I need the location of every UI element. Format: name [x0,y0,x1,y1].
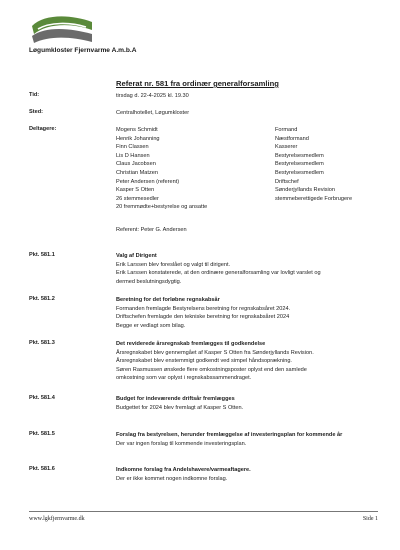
item-line: Der var ingen forslag til kommende investeringsplan. [116,440,247,447]
deltagere-label: Deltagere: [29,126,57,132]
footer-url[interactable]: www.lgkfjernvarme.dk [29,516,85,522]
company-logo [30,12,94,44]
sted-label: Sted: [29,109,43,115]
participant-name: Claus Jacobsen [116,161,156,168]
document-title: Referat nr. 581 fra ordinær generalforsamling [116,79,279,88]
participant-name: Peter Andersen (referent) [116,178,180,185]
participant-name: 20 fremmødte+bestyrelse og ansatte [116,204,208,211]
item-heading: Forslag fra bestyrelsen, herunder fremlæggelse af investeringsplan for kommende år [116,432,343,438]
participant-name: Henrik Johanning [116,135,160,142]
sted-value: Centralhotellet, Løgumkloster [116,110,190,116]
participant-name: Mogens Schmidt [116,127,158,133]
participant-role: Næstformand [275,135,309,142]
tid-value: tirsdag d. 22-4-2025 kl. 19.30 [116,93,189,99]
item-line: dermed beslutningsdygtig. [116,278,182,285]
participant-role: Kasserer [275,144,298,151]
item-line: Budgettet for 2024 blev fremlagt af Kasper S Otten. [116,404,244,411]
item-line: omkostning som var oplyst i regnskabssammendraget. [116,375,252,382]
participant-role: stemmeberettigede Forbrugere [275,195,353,202]
participant-role: Bestyrelsesmedlem [275,152,324,159]
participant-role: Sønderjyllands Revision [275,187,336,194]
item-line: Der er ikke kommet nogen indkomne forslag. [116,475,228,482]
item-line: Begge er vedlagt som bilag. [116,322,186,329]
agenda-item [116,296,290,330]
footer-divider [29,511,378,512]
item-line: Søren Rasmussen ønskede flere omkostningsposter oplyst end den samlede [116,366,307,373]
pkt-label: Pkt. 581.5 [29,431,55,437]
participant-name: Lis D Hansen [116,152,150,159]
pkt-label: Pkt. 581.2 [29,296,55,302]
participant-role: Formand [275,127,298,133]
item-line: Formanden fremlagde Bestyrelsens beretning for regnskabsåret 2024. [116,305,291,312]
agenda-item [116,340,314,383]
item-heading: Budget for indeværende driftsår fremlægges [116,396,235,402]
tid-label: Tid: [29,92,40,98]
participant-role: Bestyrelsesmedlem [275,161,324,168]
pkt-label: Pkt. 581.1 [29,252,55,258]
company-name: Løgumkloster Fjernvarme A.m.b.A [29,47,137,54]
agenda-item [116,395,243,412]
item-heading: Indkomne forslag fra Andelshavere/varmeaftagere. [116,467,251,473]
pkt-label: Pkt. 581.4 [29,395,55,401]
participant-role: Bestyrelsesmedlem [275,169,324,176]
item-heading: Beretning for det forløbne regnskabsår [116,297,220,303]
participant-name: 26 stemmesedler [116,195,159,202]
agenda-item [116,252,321,286]
item-heading: Valg af Dirigent [116,253,157,259]
item-line: Erik Larssen konstaterede, at den ordinære generalforsamling var lovligt varslet og [116,270,321,277]
participant-names [116,126,207,212]
item-line: Årsregnskabet blev gennemgået af Kasper S Otten fra Sønderjyllands Revision. [116,349,314,356]
item-heading: Det reviderede årsregnskab fremlægges til godkendelse [116,341,266,347]
item-line: Årsregnskabet blev enstemmigt godkendt ved simpel håndsoprækning. [116,358,292,365]
agenda-item [116,431,342,448]
item-line: Driftschefen fremlagde den tekniske beretning for regnskabsåret 2024 [116,314,290,321]
pkt-label: Pkt. 581.3 [29,340,55,346]
participant-name: Finn Classen [116,144,149,151]
agenda-item [116,466,251,483]
page-number: Side 1 [362,516,378,522]
item-line: Erik Larssen blev foreslået og valgt til dirigent. [116,261,231,268]
participant-roles [275,126,352,203]
participant-role: Driftschef [275,178,299,185]
participant-name: Christian Matzen [116,169,158,176]
pkt-label: Pkt. 581.6 [29,466,55,472]
participant-name: Kasper S Otten [116,187,155,194]
referent-line: Referent: Peter G. Andersen [116,227,187,233]
